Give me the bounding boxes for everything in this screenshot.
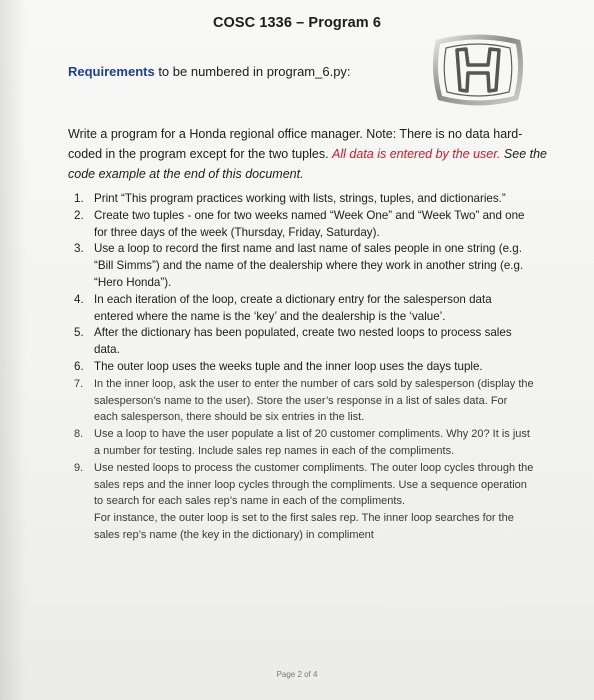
intro-emphasis: All data is entered by the user. xyxy=(332,147,501,161)
item-number: 5. xyxy=(74,326,84,340)
list-item xyxy=(74,208,534,242)
item-continuation: For instance, the outer loop is set to the first sales rep. The inner loop searches for the sales rep’s name (the key in the dictionary) in compliment xyxy=(94,512,514,541)
item-number: 3. xyxy=(74,242,84,256)
item-number: 7. xyxy=(74,377,84,390)
honda-logo-icon xyxy=(430,32,526,108)
list-item xyxy=(74,376,534,426)
item-number: 8. xyxy=(74,428,84,441)
document-title: COSC 1336 – Program 6 xyxy=(212,15,382,31)
item-text: Use a loop to record the first name and last name of sales people in one string (e.g. “Bill Simms”) and the name of the dealership where they work in another string (e.g. “Hero Honda”). xyxy=(94,242,524,289)
item-text: Create two tuples - one for two weeks named “Week One” and “Week Two” and one for three days of the week (Thursday, Friday, Saturday). xyxy=(94,208,525,239)
requirements-label: Requirements xyxy=(68,64,155,79)
list-item xyxy=(74,241,534,291)
requirements-text: to be numbered in program_6.py: xyxy=(154,64,351,79)
item-text: Use nested loops to process the customer compliments. The outer loop cycles through the sales reps and the inner loop cycles through the compliments. Use a sequence operation to search for each sales rep’s name in each of the compliments. xyxy=(94,461,534,508)
list-item xyxy=(74,359,534,376)
item-text: In the inner loop, ask the user to enter the number of cars sold by salesperson (display the salesperson’s name to the user). Store the user’s response in a list of sales data. For each salesperson, there should be six entries in the list. xyxy=(94,377,534,424)
item-text: The outer loop uses the weeks tuple and the inner loop uses the days tuple. xyxy=(94,359,483,373)
item-text: After the dictionary has been populated, create two nested loops to process sales data. xyxy=(94,326,512,357)
list-item xyxy=(74,426,534,460)
item-number: 4. xyxy=(74,292,84,306)
list-item xyxy=(74,292,534,326)
list-item xyxy=(74,191,534,208)
item-text: Use a loop to have the user populate a list of 20 customer compliments. Why 20? It is just a number for testing. Include sales rep names in each of the compliments. xyxy=(94,428,530,457)
intro-paragraph xyxy=(68,124,548,184)
requirements-line xyxy=(68,64,351,79)
item-text: In each iteration of the loop, create a dictionary entry for the salesperson data entered where the name is the ‘key’ and the dealership is the ‘value’. xyxy=(94,292,492,323)
list-item xyxy=(74,325,534,359)
item-text: Print “This program practices working with lists, strings, tuples, and dictionaries.” xyxy=(94,192,506,205)
item-number: 6. xyxy=(74,359,84,373)
item-number: 9. xyxy=(74,461,84,474)
list-item xyxy=(74,460,534,544)
page-footer: Page 2 of 4 xyxy=(276,670,318,679)
intro-text: Write a program for a Honda regional office manager. Note: There is no data hard-coded in the program except for the two tuples. xyxy=(68,127,523,161)
item-number: 2. xyxy=(74,208,84,222)
requirements-list xyxy=(74,191,534,544)
intro-note: See the code example at the end of this document. xyxy=(68,147,548,181)
item-number: 1. xyxy=(74,192,84,205)
page-edge-shadow xyxy=(0,0,26,700)
